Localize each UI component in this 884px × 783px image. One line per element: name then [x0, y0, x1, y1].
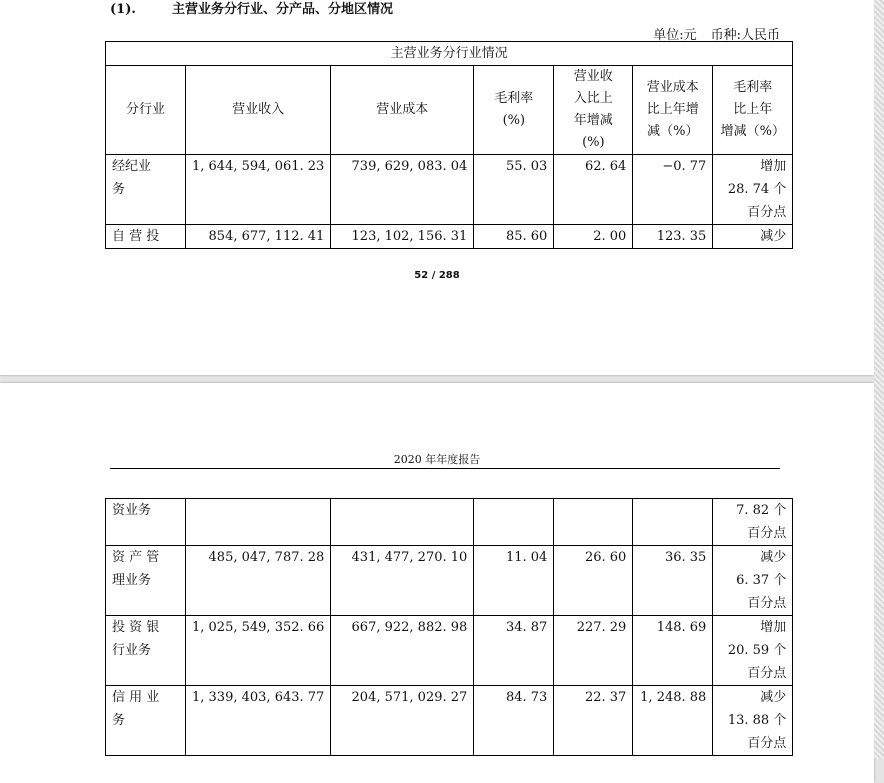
industry-line: 资业务	[112, 503, 152, 518]
margin-change-line: 百分点	[747, 736, 787, 751]
unit-label: 单位:元	[653, 28, 697, 43]
industry-line: 资 产 管	[112, 550, 160, 565]
table-row	[106, 616, 793, 686]
cost-cell	[331, 499, 474, 546]
header-margin-change-line: 增减（%）	[720, 124, 785, 139]
margin-change-line: 百分点	[747, 666, 787, 681]
industry-line: 信 用 业	[112, 690, 160, 705]
header-margin-change	[713, 66, 793, 155]
viewer-scrollbar[interactable]	[874, 0, 884, 759]
industry-line: 理业务	[112, 573, 152, 588]
revenue-change-cell: 2. 00	[554, 225, 633, 249]
margin-cell: 85. 60	[474, 225, 554, 249]
industry-line: 自 营 投	[112, 229, 160, 244]
margin-change-line: 百分点	[747, 526, 787, 541]
revenue-cell: 1, 025, 549, 352. 66	[186, 616, 331, 686]
cost-change-cell: 148. 69	[633, 616, 713, 686]
table-row	[106, 686, 793, 756]
margin-cell: 11. 04	[474, 546, 554, 616]
margin-cell: 84. 73	[474, 686, 554, 756]
header-margin-change-line: 比上年	[733, 102, 773, 117]
currency-label: 币种:人民币	[710, 28, 780, 43]
header-revenue-change-line: 营业收	[573, 69, 613, 84]
industry-revenue-table-continued	[105, 498, 793, 756]
cost-cell: 739, 629, 083. 04	[331, 155, 474, 225]
margin-change-cell	[713, 499, 793, 546]
section-title: 主营业务分行业、分产品、分地区情况	[172, 2, 394, 17]
industry-line: 务	[112, 713, 126, 728]
header-row	[106, 66, 793, 155]
table-row	[106, 546, 793, 616]
revenue-change-cell	[554, 499, 633, 546]
industry-cell	[106, 155, 186, 225]
margin-change-cell	[713, 155, 793, 225]
margin-change-line: 6. 37 个	[736, 573, 787, 588]
margin-change-cell	[713, 686, 793, 756]
revenue-cell: 485, 047, 787. 28	[186, 546, 331, 616]
industry-cell	[106, 546, 186, 616]
margin-change-line: 减少	[760, 229, 787, 244]
header-revenue: 营业收入	[186, 66, 331, 155]
header-revenue-change-line: 年增减	[573, 113, 613, 128]
industry-cell	[106, 225, 186, 249]
margin-change-line: 减少	[760, 550, 787, 565]
industry-line: 行业务	[112, 643, 152, 658]
cost-change-cell: 123. 35	[633, 225, 713, 249]
header-revenue-change-line: 入比上	[573, 91, 613, 106]
margin-change-line: 13. 88 个	[727, 713, 787, 728]
margin-change-line: 7. 82 个	[736, 503, 787, 518]
header-margin	[474, 66, 554, 155]
header-cost-change-line: 营业成本	[646, 80, 699, 95]
revenue-change-cell: 62. 64	[554, 155, 633, 225]
margin-change-line: 增加	[760, 620, 787, 635]
header-margin-change-line: 毛利率	[733, 80, 773, 95]
header-cost-change-line: 比上年增	[646, 102, 699, 117]
industry-cell	[106, 499, 186, 546]
margin-change-line: 减少	[760, 690, 787, 705]
table-row	[106, 155, 793, 225]
header-margin-line: (%)	[502, 113, 526, 128]
cost-change-cell: 1, 248. 88	[633, 686, 713, 756]
margin-change-cell	[713, 546, 793, 616]
margin-change-line: 百分点	[747, 596, 787, 611]
revenue-cell: 1, 339, 403, 643. 77	[186, 686, 331, 756]
margin-cell: 55. 03	[474, 155, 554, 225]
header-revenue-change	[554, 66, 633, 155]
margin-change-cell	[713, 616, 793, 686]
industry-line: 务	[112, 182, 126, 197]
industry-revenue-table	[105, 41, 793, 249]
header-cost-change-line: 减（%）	[647, 124, 699, 139]
page-number: 52 / 288	[414, 270, 460, 281]
revenue-cell	[186, 499, 331, 546]
table-row	[106, 499, 793, 546]
header-rule	[110, 468, 780, 469]
margin-cell	[474, 499, 554, 546]
section-heading	[110, 0, 393, 17]
revenue-change-cell: 26. 60	[554, 546, 633, 616]
document-page-52	[0, 0, 874, 375]
header-revenue-change-line: (%)	[582, 135, 605, 150]
section-number: (1).	[110, 2, 136, 17]
header-margin-line: 毛利率	[494, 91, 534, 106]
revenue-cell: 1, 644, 594, 061. 23	[186, 155, 331, 225]
cost-cell: 123, 102, 156. 31	[331, 225, 474, 249]
margin-change-cell	[713, 225, 793, 249]
cost-change-cell: −0. 77	[633, 155, 713, 225]
header-industry: 分行业	[106, 66, 186, 155]
industry-line: 经纪业	[112, 159, 152, 174]
industry-cell	[106, 616, 186, 686]
revenue-change-cell: 22. 37	[554, 686, 633, 756]
cost-cell: 204, 571, 029. 27	[331, 686, 474, 756]
margin-change-line: 增加	[760, 159, 787, 174]
document-page-53	[0, 383, 874, 783]
margin-change-line: 百分点	[747, 205, 787, 220]
table-row	[106, 225, 793, 249]
header-cost: 营业成本	[331, 66, 474, 155]
report-header: 2020 年年度报告	[393, 453, 481, 466]
cost-change-cell: 36. 35	[633, 546, 713, 616]
table-caption: 主营业务分行业情况	[106, 42, 793, 66]
cost-cell: 431, 477, 270. 10	[331, 546, 474, 616]
industry-line: 投 资 银	[112, 620, 160, 635]
cost-change-cell	[633, 499, 713, 546]
header-cost-change	[633, 66, 713, 155]
cost-cell: 667, 922, 882. 98	[331, 616, 474, 686]
revenue-change-cell: 227. 29	[554, 616, 633, 686]
margin-change-line: 20. 59 个	[727, 643, 787, 658]
margin-change-line: 28. 74 个	[727, 182, 787, 197]
margin-cell: 34. 87	[474, 616, 554, 686]
revenue-cell: 854, 677, 112. 41	[186, 225, 331, 249]
industry-cell	[106, 686, 186, 756]
